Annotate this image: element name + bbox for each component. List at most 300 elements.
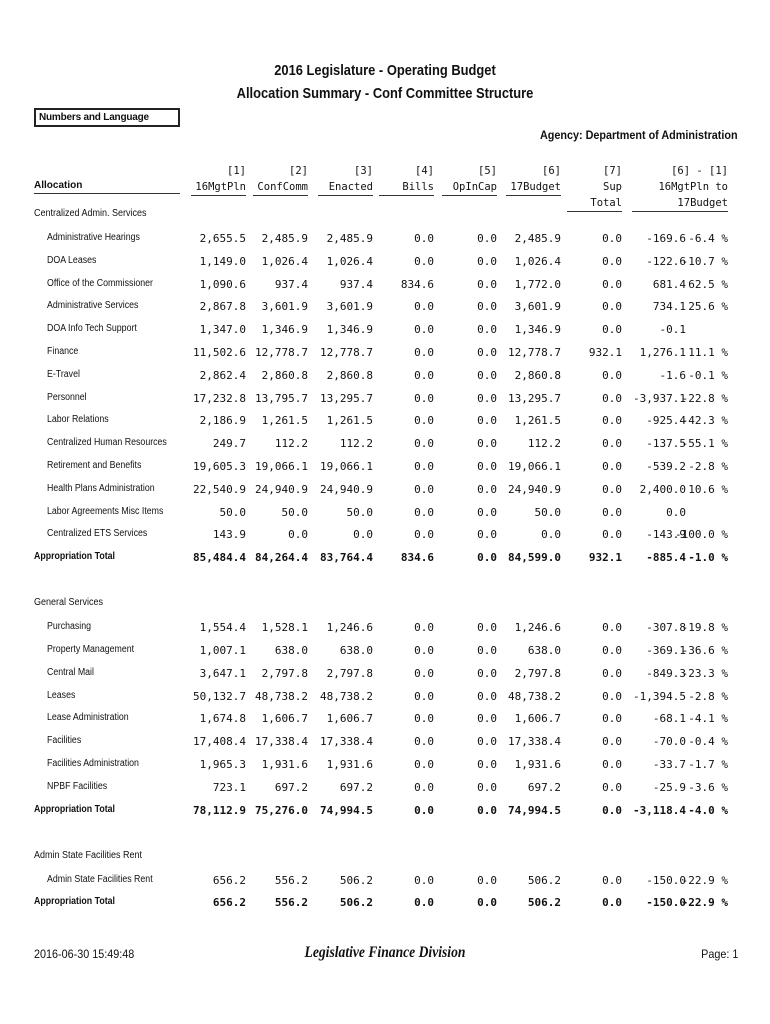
cell-col-8: 734.1 — [652, 300, 686, 314]
cell-col-5: 0.0 — [477, 873, 497, 887]
cell-col-5: 0.0 — [477, 232, 497, 245]
cell-col-3: 1,346.9 — [326, 323, 373, 337]
cell-col-7: 0.0 — [602, 666, 622, 680]
cell-col-8: -925.4 — [646, 414, 686, 428]
cell-col-8: -25.9 — [652, 780, 686, 794]
cell-col-1: 1,554.4 — [199, 621, 246, 635]
cell-col-6: 50.0 — [534, 505, 561, 519]
cell-col-3: 506.2 — [339, 873, 373, 887]
cell-col-2: 2,797.8 — [261, 666, 308, 680]
cell-col-9: -1.0 % — [688, 551, 728, 565]
cell-col-1: 1,007.1 — [199, 644, 246, 657]
column-header-8 — [632, 163, 728, 212]
column-number: [1] — [227, 165, 246, 177]
cell-col-6: 84,599.0 — [508, 551, 561, 565]
cell-col-5: 0.0 — [477, 254, 497, 268]
cell-col-6: 3,601.9 — [514, 300, 561, 314]
column-header-7 — [567, 163, 622, 212]
cell-col-7: 0.0 — [602, 735, 622, 749]
allocation-label: Office of the Commissioner — [47, 277, 153, 289]
cell-col-1: 2,186.9 — [199, 414, 246, 428]
cell-col-8: -3,937.1 — [633, 391, 686, 405]
cell-col-9: 10.6 % — [688, 482, 728, 496]
column-number: [7] — [603, 165, 622, 177]
cell-col-1: 11,502.6 — [193, 346, 246, 359]
cell-col-6: 19,066.1 — [508, 460, 561, 473]
cell-col-2: 2,860.8 — [261, 368, 308, 382]
page-number: Page: 1 — [700, 947, 738, 961]
allocation-column-header: Allocation — [34, 180, 180, 194]
cell-col-5: 0.0 — [477, 551, 497, 565]
cell-col-6: 17,338.4 — [508, 735, 561, 749]
cell-col-3: 74,994.5 — [320, 803, 373, 817]
cell-col-5: 0.0 — [477, 368, 497, 382]
cell-col-5: 0.0 — [477, 300, 497, 314]
cell-col-8: -885.4 — [646, 551, 686, 565]
cell-col-8: -3,118.4 — [633, 803, 686, 817]
cell-col-7: 0.0 — [602, 689, 622, 703]
cell-col-4: 0.0 — [414, 323, 434, 337]
cell-col-9: -22.9 % — [681, 896, 728, 910]
cell-col-2: 1,261.5 — [261, 414, 308, 428]
table-row — [0, 483, 770, 503]
column-name: ConfComm — [253, 179, 308, 196]
cell-col-3: 2,860.8 — [326, 368, 373, 382]
column-name: Enacted — [318, 179, 373, 196]
cell-col-8: -849.3 — [646, 666, 686, 680]
cell-col-3: 19,066.1 — [320, 460, 373, 473]
cell-col-5: 0.0 — [477, 758, 497, 771]
cell-col-5: 0.0 — [477, 391, 497, 405]
section-heading: Centralized Admin. Services — [34, 208, 147, 219]
cell-col-2: 84,264.4 — [255, 551, 308, 565]
cell-col-1: 78,112.9 — [193, 803, 246, 817]
cell-col-3: 2,485.9 — [326, 232, 373, 245]
table-row — [0, 667, 770, 687]
cell-col-2: 1,346.9 — [261, 323, 308, 337]
cell-col-5: 0.0 — [477, 621, 497, 635]
report-title: 2016 Legislature - Operating Budget — [274, 62, 496, 79]
cell-col-2: 17,338.4 — [255, 735, 308, 749]
allocation-label: Labor Relations — [47, 414, 109, 426]
allocation-label: Central Mail — [47, 666, 94, 678]
cell-col-8: 0.0 — [666, 505, 686, 519]
cell-col-5: 0.0 — [477, 346, 497, 359]
cell-col-7: 0.0 — [602, 414, 622, 428]
cell-col-5: 0.0 — [477, 277, 497, 291]
cell-col-7: 0.0 — [602, 300, 622, 314]
cell-col-4: 0.0 — [414, 437, 434, 451]
cell-col-1: 50.0 — [219, 505, 246, 519]
cell-col-7: 0.0 — [602, 368, 622, 382]
column-number: [3] — [354, 165, 373, 177]
cell-col-7: 0.0 — [602, 780, 622, 794]
table-row — [0, 758, 770, 778]
cell-col-4: 0.0 — [414, 735, 434, 749]
cell-col-9: -2.8 % — [688, 460, 728, 473]
cell-col-6: 2,797.8 — [514, 666, 561, 680]
cell-col-6: 1,931.6 — [514, 758, 561, 771]
cell-col-4: 0.0 — [414, 300, 434, 314]
cell-col-2: 697.2 — [274, 780, 308, 794]
cell-col-5: 0.0 — [477, 896, 497, 910]
cell-col-5: 0.0 — [477, 323, 497, 337]
column-header-4 — [379, 163, 434, 196]
cell-col-5: 0.0 — [477, 689, 497, 703]
numbers-and-language-box: Numbers and Language — [34, 108, 180, 127]
cell-col-8: -143.9 — [646, 528, 686, 542]
cell-col-6: 13,295.7 — [508, 391, 561, 405]
cell-col-3: 83,764.4 — [320, 551, 373, 565]
allocation-label: E-Travel — [47, 368, 80, 380]
table-row — [0, 232, 770, 252]
cell-col-7: 0.0 — [602, 323, 622, 337]
column-number: [4] — [415, 165, 434, 177]
allocation-label: Appropriation Total — [34, 551, 115, 563]
column-header-3 — [318, 163, 373, 196]
cell-col-8: -0.1 — [659, 323, 686, 337]
cell-col-2: 638.0 — [274, 644, 308, 657]
cell-col-2: 50.0 — [281, 505, 308, 519]
cell-col-7: 0.0 — [602, 391, 622, 405]
cell-col-3: 17,338.4 — [320, 735, 373, 749]
cell-col-7: 0.0 — [602, 896, 622, 910]
cell-col-4: 834.6 — [400, 277, 434, 291]
cell-col-9: -0.1 % — [688, 368, 728, 382]
cell-col-5: 0.0 — [477, 482, 497, 496]
cell-col-7: 0.0 — [602, 460, 622, 473]
cell-col-5: 0.0 — [477, 735, 497, 749]
cell-col-4: 0.0 — [414, 896, 434, 910]
cell-col-8: -122.6 — [646, 254, 686, 268]
cell-col-7: 0.0 — [602, 712, 622, 726]
allocation-label: Personnel — [47, 391, 87, 403]
table-row — [0, 300, 770, 320]
appropriation-total-row — [0, 551, 770, 571]
table-row — [0, 369, 770, 389]
cell-col-7: 0.0 — [602, 482, 622, 496]
allocation-label: Finance — [47, 346, 79, 357]
cell-col-3: 112.2 — [339, 437, 373, 451]
cell-col-2: 1,528.1 — [261, 621, 308, 635]
cell-col-6: 506.2 — [527, 896, 561, 910]
cell-col-9: -22.8 % — [681, 391, 728, 405]
cell-col-1: 19,605.3 — [193, 460, 246, 473]
cell-col-5: 0.0 — [477, 666, 497, 680]
column-name: OpInCap — [442, 179, 497, 196]
table-row — [0, 644, 770, 664]
column-name: 16MgtPln to 17Budget — [632, 179, 728, 212]
cell-col-3: 48,738.2 — [320, 689, 373, 703]
cell-col-6: 48,738.2 — [508, 689, 561, 703]
column-header-6 — [506, 163, 561, 196]
cell-col-8: -150.0 — [646, 896, 686, 910]
cell-col-6: 1,246.6 — [514, 621, 561, 635]
cell-col-2: 0.0 — [288, 528, 308, 542]
cell-col-8: -68.1 — [652, 712, 686, 726]
cell-col-9: -1.7 % — [688, 758, 728, 771]
cell-col-1: 1,965.3 — [199, 758, 246, 771]
cell-col-6: 0.0 — [541, 528, 561, 542]
allocation-label: Centralized ETS Services — [47, 528, 148, 540]
cell-col-1: 22,540.9 — [193, 482, 246, 496]
cell-col-4: 0.0 — [414, 666, 434, 680]
cell-col-9: -19.8 % — [681, 621, 728, 635]
cell-col-4: 0.0 — [414, 482, 434, 496]
cell-col-7: 0.0 — [602, 277, 622, 291]
division-signature: Legislative Finance Division — [304, 944, 466, 961]
cell-col-6: 1,772.0 — [514, 277, 561, 291]
cell-col-1: 17,232.8 — [193, 391, 246, 405]
cell-col-6: 1,261.5 — [514, 414, 561, 428]
allocation-label: Facilities — [47, 735, 82, 747]
cell-col-7: 932.1 — [588, 346, 622, 359]
column-name: 17Budget — [506, 179, 561, 196]
cell-col-9: -0.4 % — [688, 735, 728, 749]
cell-col-3: 12,778.7 — [320, 346, 373, 359]
cell-col-7: 0.0 — [602, 758, 622, 771]
cell-col-4: 0.0 — [414, 689, 434, 703]
cell-col-2: 937.4 — [274, 277, 308, 291]
cell-col-8: -169.6 — [646, 232, 686, 245]
cell-col-9: -100.0 % — [675, 528, 728, 542]
cell-col-4: 0.0 — [414, 780, 434, 794]
cell-col-6: 12,778.7 — [508, 346, 561, 359]
cell-col-8: -369.1 — [646, 644, 686, 657]
column-header-5 — [442, 163, 497, 196]
table-row — [0, 346, 770, 366]
cell-col-4: 0.0 — [414, 346, 434, 359]
allocation-label: DOA Leases — [47, 254, 97, 266]
cell-col-5: 0.0 — [477, 460, 497, 473]
cell-col-8: -1,394.5 — [633, 689, 686, 703]
cell-col-8: -70.0 — [652, 735, 686, 749]
cell-col-9: 62.5 % — [688, 277, 728, 291]
cell-col-6: 1,606.7 — [514, 712, 561, 726]
cell-col-8: -137.5 — [646, 437, 686, 451]
cell-col-8: -539.2 — [646, 460, 686, 473]
cell-col-1: 249.7 — [212, 437, 246, 451]
cell-col-4: 0.0 — [414, 803, 434, 817]
cell-col-3: 1,026.4 — [326, 254, 373, 268]
cell-col-6: 638.0 — [527, 644, 561, 657]
allocation-label: Appropriation Total — [34, 896, 115, 908]
allocation-label: Lease Administration — [47, 712, 129, 724]
allocation-label: Retirement and Benefits — [47, 460, 142, 471]
cell-col-4: 0.0 — [414, 368, 434, 382]
cell-col-5: 0.0 — [477, 437, 497, 451]
cell-col-1: 85,484.4 — [193, 551, 246, 565]
allocation-label: Appropriation Total — [34, 803, 115, 815]
allocation-label: Centralized Human Resources — [47, 437, 167, 449]
table-row — [0, 437, 770, 457]
cell-col-7: 0.0 — [602, 528, 622, 542]
cell-col-8: 1,276.1 — [639, 346, 686, 359]
cell-col-2: 1,931.6 — [261, 758, 308, 771]
cell-col-7: 0.0 — [602, 437, 622, 451]
cell-col-6: 506.2 — [527, 873, 561, 887]
cell-col-2: 556.2 — [274, 873, 308, 887]
cell-col-7: 932.1 — [588, 551, 622, 565]
table-row — [0, 621, 770, 641]
cell-col-5: 0.0 — [477, 712, 497, 726]
cell-col-7: 0.0 — [602, 254, 622, 268]
cell-col-1: 1,090.6 — [199, 277, 246, 291]
cell-col-2: 12,778.7 — [255, 346, 308, 359]
cell-col-7: 0.0 — [602, 621, 622, 635]
allocation-label: Administrative Services — [47, 300, 139, 312]
cell-col-9: -2.8 % — [688, 689, 728, 703]
agency-label: Agency: Department of Administration — [540, 128, 738, 142]
allocation-label: Purchasing — [47, 621, 92, 633]
cell-col-8: 681.4 — [652, 277, 686, 291]
cell-col-1: 2,867.8 — [199, 300, 246, 314]
cell-col-7: 0.0 — [602, 505, 622, 519]
cell-col-4: 0.0 — [414, 528, 434, 542]
report-subtitle: Allocation Summary - Conf Committee Structure — [236, 85, 534, 102]
cell-col-4: 0.0 — [414, 391, 434, 405]
allocation-label: Admin State Facilities Rent — [47, 873, 153, 885]
cell-col-2: 3,601.9 — [261, 300, 308, 314]
cell-col-5: 0.0 — [477, 528, 497, 542]
cell-col-9: 11.1 % — [688, 346, 728, 359]
cell-col-1: 3,647.1 — [199, 666, 246, 680]
table-row — [0, 414, 770, 434]
cell-col-2: 1,026.4 — [261, 254, 308, 268]
column-name: 16MgtPln — [191, 179, 246, 196]
cell-col-4: 0.0 — [414, 758, 434, 771]
column-number: [2] — [289, 165, 308, 177]
table-row — [0, 781, 770, 801]
cell-col-9: -4.1 % — [688, 712, 728, 726]
allocation-label: NPBF Facilities — [47, 780, 108, 792]
cell-col-4: 0.0 — [414, 712, 434, 726]
cell-col-9: -23.3 % — [681, 666, 728, 680]
cell-col-3: 697.2 — [339, 780, 373, 794]
cell-col-1: 143.9 — [212, 528, 246, 542]
cell-col-4: 0.0 — [414, 414, 434, 428]
allocation-label: Leases — [47, 689, 76, 701]
cell-col-6: 112.2 — [527, 437, 561, 451]
table-row — [0, 690, 770, 710]
cell-col-4: 0.0 — [414, 505, 434, 519]
cell-col-7: 0.0 — [602, 232, 622, 245]
cell-col-5: 0.0 — [477, 803, 497, 817]
cell-col-6: 24,940.9 — [508, 482, 561, 496]
cell-col-1: 1,347.0 — [199, 323, 246, 337]
cell-col-1: 656.2 — [212, 896, 246, 910]
cell-col-7: 0.0 — [602, 644, 622, 657]
cell-col-3: 638.0 — [339, 644, 373, 657]
column-number: [6] - [1] — [671, 165, 728, 177]
table-row — [0, 460, 770, 480]
cell-col-3: 506.2 — [339, 896, 373, 910]
allocation-label: Facilities Administration — [47, 758, 139, 769]
cell-col-1: 2,862.4 — [199, 368, 246, 382]
cell-col-9: -22.9 % — [681, 873, 728, 887]
cell-col-3: 1,931.6 — [326, 758, 373, 771]
cell-col-2: 556.2 — [274, 896, 308, 910]
cell-col-9: -42.3 % — [681, 414, 728, 428]
cell-col-3: 3,601.9 — [326, 300, 373, 314]
cell-col-3: 24,940.9 — [320, 482, 373, 496]
section-heading: Admin State Facilities Rent — [34, 849, 143, 861]
cell-col-1: 17,408.4 — [193, 735, 246, 749]
table-row — [0, 712, 770, 732]
cell-col-4: 834.6 — [400, 551, 434, 565]
cell-col-3: 2,797.8 — [326, 666, 373, 680]
appropriation-total-row — [0, 896, 770, 916]
cell-col-3: 0.0 — [353, 528, 373, 542]
column-number: [5] — [478, 165, 497, 177]
cell-col-9: -55.1 % — [681, 437, 728, 451]
cell-col-8: 2,400.0 — [639, 482, 686, 496]
cell-col-4: 0.0 — [414, 254, 434, 268]
table-row — [0, 528, 770, 548]
allocation-label: Health Plans Administration — [47, 482, 155, 494]
cell-col-6: 74,994.5 — [508, 803, 561, 817]
cell-col-1: 723.1 — [212, 780, 246, 794]
cell-col-7: 0.0 — [602, 873, 622, 887]
cell-col-4: 0.0 — [414, 621, 434, 635]
cell-col-5: 0.0 — [477, 780, 497, 794]
appropriation-total-row — [0, 804, 770, 824]
cell-col-3: 13,295.7 — [320, 391, 373, 405]
table-row — [0, 278, 770, 298]
table-row — [0, 255, 770, 275]
cell-col-1: 656.2 — [212, 873, 246, 887]
cell-col-1: 50,132.7 — [193, 689, 246, 703]
cell-col-2: 48,738.2 — [255, 689, 308, 703]
allocation-label: Labor Agreements Misc Items — [47, 505, 164, 517]
column-name: Sup Total — [567, 179, 622, 212]
cell-col-1: 1,149.0 — [199, 254, 246, 268]
cell-col-5: 0.0 — [477, 414, 497, 428]
table-row — [0, 506, 770, 526]
cell-col-8: -150.0 — [646, 873, 686, 887]
cell-col-9: -36.6 % — [681, 644, 728, 657]
cell-col-8: -1.6 — [659, 368, 686, 382]
cell-col-2: 75,276.0 — [255, 803, 308, 817]
cell-col-5: 0.0 — [477, 505, 497, 519]
cell-col-3: 937.4 — [339, 277, 373, 291]
cell-col-9: -10.7 % — [681, 254, 728, 268]
cell-col-2: 112.2 — [274, 437, 308, 451]
allocation-label: Administrative Hearings — [47, 232, 140, 243]
cell-col-2: 1,606.7 — [261, 712, 308, 726]
table-row — [0, 392, 770, 412]
cell-col-5: 0.0 — [477, 644, 497, 657]
cell-col-6: 1,026.4 — [514, 254, 561, 268]
cell-col-3: 50.0 — [346, 505, 373, 519]
cell-col-6: 2,485.9 — [514, 232, 561, 245]
cell-col-2: 13,795.7 — [255, 391, 308, 405]
cell-col-1: 2,655.5 — [199, 232, 246, 245]
cell-col-4: 0.0 — [414, 644, 434, 657]
allocation-label: DOA Info Tech Support — [47, 323, 137, 335]
cell-col-3: 1,246.6 — [326, 621, 373, 635]
section-heading: General Services — [34, 597, 104, 609]
cell-col-4: 0.0 — [414, 460, 434, 473]
table-row — [0, 735, 770, 755]
cell-col-9: 25.6 % — [688, 300, 728, 314]
cell-col-2: 19,066.1 — [255, 460, 308, 473]
cell-col-3: 1,606.7 — [326, 712, 373, 726]
cell-col-8: -33.7 — [652, 758, 686, 771]
cell-col-1: 1,674.8 — [199, 712, 246, 726]
column-name: Bills — [379, 179, 434, 196]
cell-col-2: 24,940.9 — [255, 482, 308, 496]
